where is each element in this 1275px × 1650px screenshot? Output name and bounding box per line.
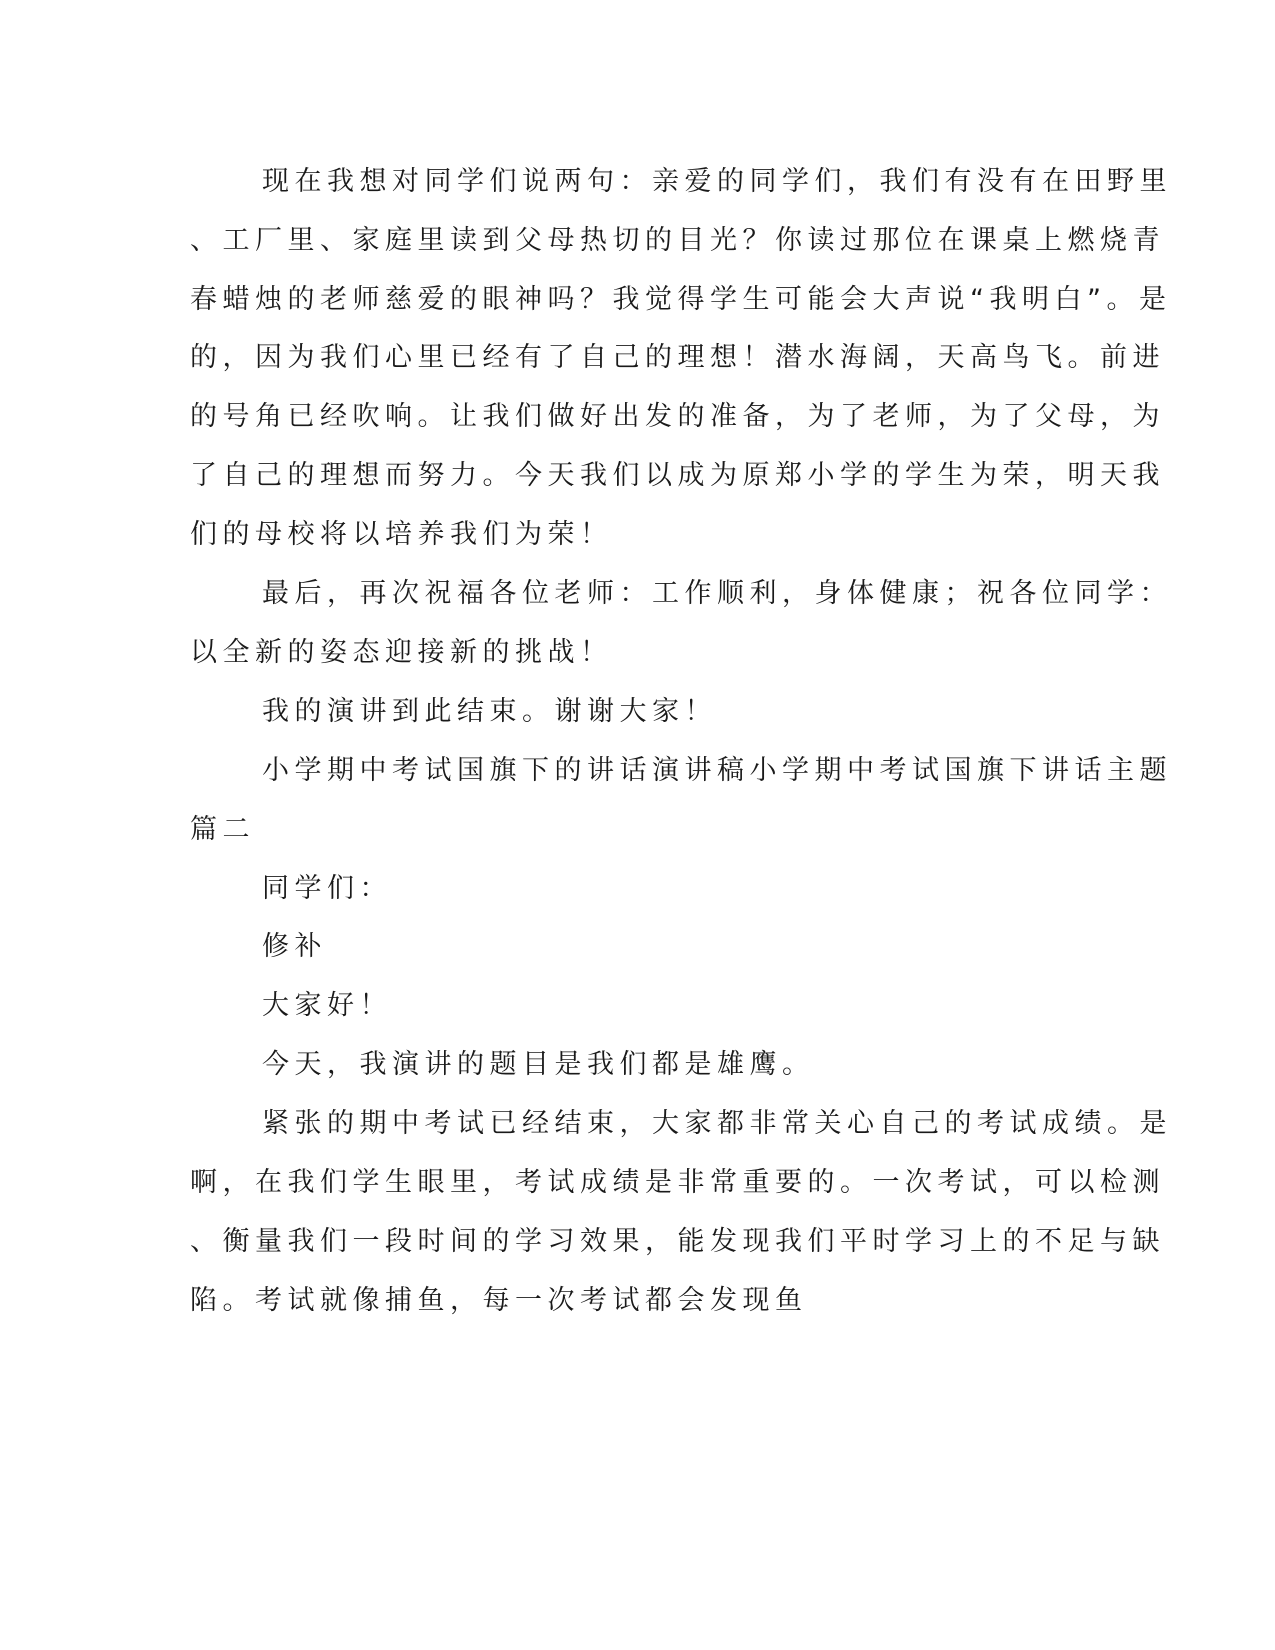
text-line: 春蜡烛的老师慈爱的眼神吗？我觉得学生可能会大声说“我明白”。是 — [190, 284, 1172, 315]
text-line: 大家好！ — [262, 990, 392, 1021]
text-line: 的，因为我们心里已经有了自己的理想！潜水海阔，天高鸟飞。前进 — [190, 342, 1165, 373]
text-line: 同学们： — [262, 873, 392, 904]
text-line: 们的母校将以培养我们为荣！ — [190, 519, 613, 550]
text-line: 了自己的理想而努力。今天我们以成为原郑小学的学生为荣，明天我 — [190, 460, 1165, 491]
text-line: 最后，再次祝福各位老师：工作顺利，身体健康；祝各位同学： — [262, 578, 1172, 609]
text-line: 小学期中考试国旗下的讲话演讲稿小学期中考试国旗下讲话主题 — [262, 755, 1172, 786]
text-line: 修补 — [262, 931, 327, 962]
text-line: 啊，在我们学生眼里，考试成绩是非常重要的。一次考试，可以检测 — [190, 1167, 1165, 1198]
text-line: 现在我想对同学们说两句：亲爱的同学们，我们有没有在田野里 — [262, 166, 1172, 197]
text-line: 我的演讲到此结束。谢谢大家！ — [262, 696, 717, 727]
text-line: 紧张的期中考试已经结束，大家都非常关心自己的考试成绩。是 — [262, 1108, 1172, 1139]
text-line: 以全新的姿态迎接新的挑战！ — [190, 637, 613, 668]
text-line: 今天，我演讲的题目是我们都是雄鹰。 — [262, 1049, 815, 1080]
text-line: 、工厂里、家庭里读到父母热切的目光？你读过那位在课桌上燃烧青 — [190, 225, 1165, 256]
text-line: 篇二 — [190, 814, 255, 845]
text-line: 陷。考试就像捕鱼，每一次考试都会发现鱼 — [190, 1285, 808, 1316]
text-line: 、衡量我们一段时间的学习效果，能发现我们平时学习上的不足与缺 — [190, 1226, 1165, 1257]
text-line: 的号角已经吹响。让我们做好出发的准备，为了老师，为了父母，为 — [190, 401, 1165, 432]
